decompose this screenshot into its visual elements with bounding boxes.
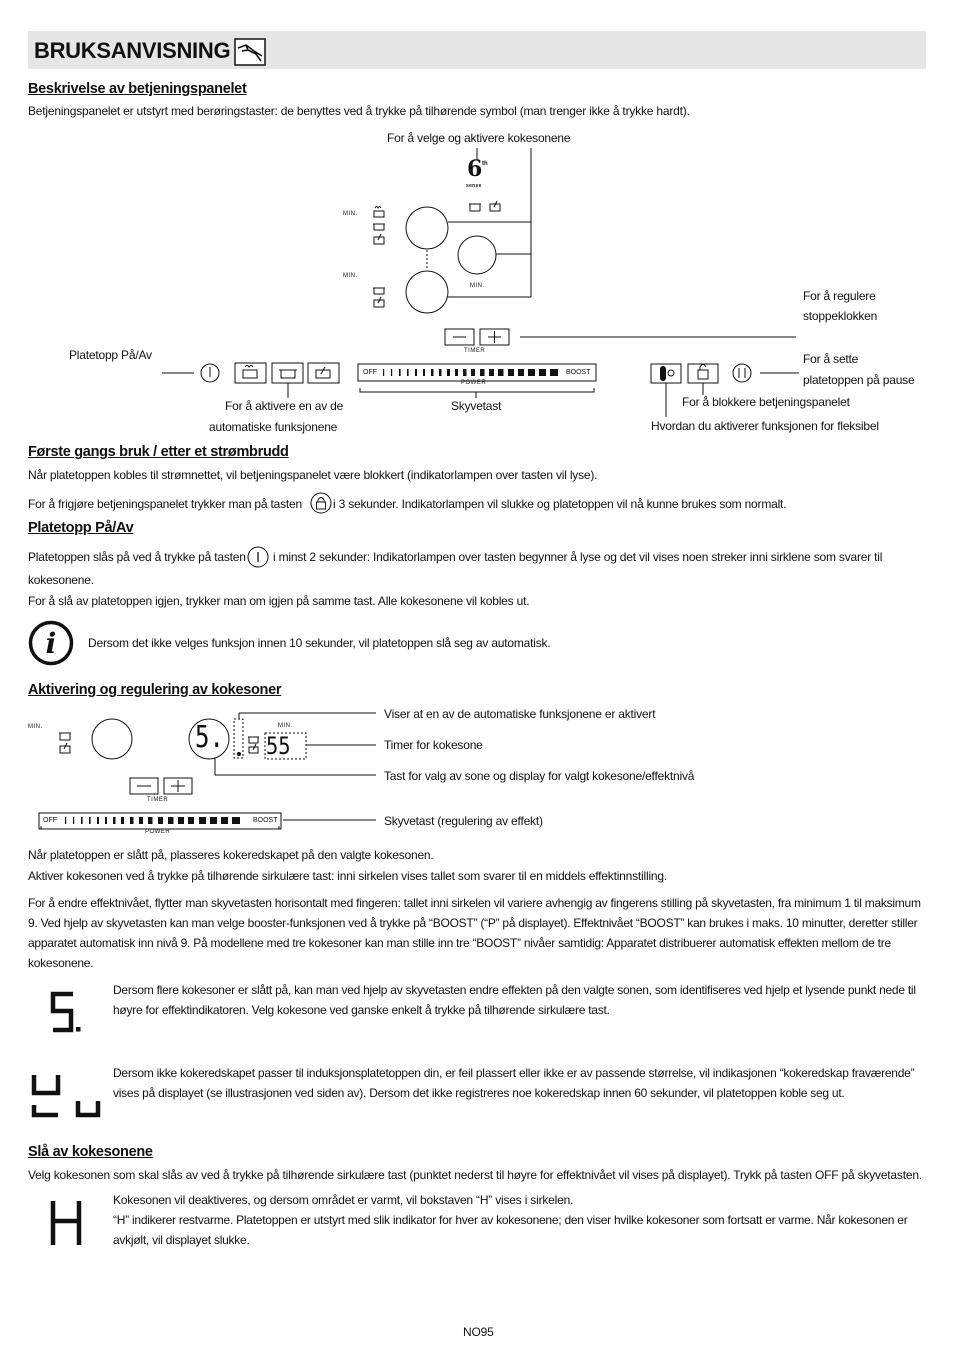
first-use-text-1: Når platetoppen kobles til strømnettet, vil betjeningspanelet være blokkert (indikatorlampen over tasten vil lyse). (28, 468, 598, 482)
switch-off-text-2: Kokesonen vil deaktiveres, og dersom området er varmt, vil bokstaven “H” vises i sirkelen. (113, 1193, 574, 1207)
section-heading-first-use: Første gangs bruk / etter et strømbrudd (28, 444, 289, 460)
callout-zone-timer: Timer for kokesone (384, 738, 483, 752)
callout-auto-1: For å aktivere en av de (225, 399, 344, 413)
callout-auto-2: automatiske funksjonene (209, 420, 338, 434)
power-slider-ticks-2 (65, 817, 240, 824)
callout-auto-active: Viser at en av de automatiske funksjonene er aktivert (384, 707, 656, 721)
callout-slider-power: Skyvetast (regulering av effekt) (384, 814, 543, 828)
multi-zone-text: Dersom flere kokesoner er slått på, kan man ved hjelp av skyvetasten endre effekten på den valgte sonen, som identifiseres ved hjelp et lysende punkt nede til høyre for effektindikatoren. Velg kokesone ved ganske enkelt å trykke på tilhørende sirkulære tast. (113, 983, 916, 1017)
switch-off-text-1: Velg kokesonen som skal slås av ved å trykke på tilhørende sirkulære tast (punktet nederst til høyre for effektnivået vil vises på displayet). Trykk på tasten OFF på skyvetasten. (28, 1168, 922, 1182)
sixth-sense-word: sense (466, 183, 482, 189)
section-heading-onoff: Platetopp På/Av (28, 520, 134, 536)
first-use-text-2a: For å frigjøre betjeningspanelet trykker man på tasten (28, 497, 303, 511)
sixth-sense-logo: 6 (467, 156, 483, 182)
timer-caption-2: TIMER (147, 797, 169, 803)
callout-flexi: Hvordan du aktiverer funksjonen for fleksibel (651, 419, 879, 433)
slider-off-label-2: OFF (43, 817, 57, 824)
level-dot-display-icon (45, 990, 85, 1036)
page-title: BRUKSANVISNING (34, 38, 231, 63)
activation-text-1: Når platetoppen er slått på, plasseres kokeredskapet på den valgte kokesonen. (28, 848, 434, 862)
onoff-text-1c: kokesonene. (28, 573, 94, 587)
activation-text-3: For å endre effektnivået, flytter man skyvetasten horisontalt med fingeren: tallet inni sirkelen vil variere avhengig av fingerens stilling på skyvetasten, fra minimum 1 til maksimum 9. Ved hjelp av skyvetasten kan man velge booster-funksjonen ved å trykke på “BOOST” (“P” på displayet). Effektnivået “BOOST” kan brukes i maks. 10 minutter, deretter stiller apparatet automatisk inn nivå 9. På modellene med tre kokesoner kan man stille inn tre “BOOST” nivåer samtidig: Apparatet distribuerer automatisk effekten mellom de tre kokesonene. (28, 896, 921, 970)
min-label-d2a: MIN. (28, 724, 43, 730)
info-note: Dersom det ikke velges funksjon innen 10 sekunder, vil platetoppen slå seg av automatisk. (88, 636, 551, 650)
onoff-text-2: For å slå av platetoppen igjen, trykker man om igjen på samme tast. Alle kokesonene vil kobles ut. (28, 594, 530, 608)
slider-off-label: OFF (363, 369, 377, 376)
section-heading-panel: Beskrivelse av betjeningspanelet (28, 81, 247, 97)
callout-zone-select: Tast for valg av sone og display for valgt kokesone/effektnivå (384, 769, 695, 783)
page-number: NO95 (463, 1325, 494, 1339)
callout-timer-1: For å regulere (803, 289, 876, 303)
min-label-zone2: MIN. (343, 273, 358, 279)
callout-lock: For å blokkere betjeningspanelet (682, 395, 850, 409)
zone-level-display: 5. (195, 720, 224, 755)
power-caption: POWER (461, 380, 487, 386)
activation-text-2: Aktiver kokesonen ved å trykke på tilhørende sirkulære tast: inni sirkelen vises tallet som svarer til en middels effektinnstilling. (28, 869, 667, 883)
callout-timer-2: stoppeklokken (803, 309, 878, 323)
zone-timer-display: 55 (266, 732, 291, 760)
callout-pause-2: platetoppen på pause (803, 373, 915, 387)
callout-pause-1: For å sette (803, 352, 859, 366)
callout-select-zones: For å velge og aktivere kokesonene (387, 131, 571, 145)
switch-off-text-3: “H” indikerer restvarme. Platetoppen er utstyrt med slik indikator for hver av kokesonene; den viser hvilke kokesoner som fortsatt er varme. Når kokesonen er avkjølt, vil displayet slukke. (113, 1213, 908, 1247)
section-heading-switch-off: Slå av kokesonene (28, 1144, 153, 1160)
section-heading-activation: Aktivering og regulering av kokesoner (28, 682, 282, 698)
min-label-zone3: MIN. (470, 283, 485, 289)
callout-slider: Skyvetast (451, 399, 502, 413)
svg-text:i: i (45, 627, 57, 660)
min-label-d2b: MIN. (278, 723, 293, 729)
first-use-text-2b: i 3 sekunder. Indikatorlampen vil slukke og platetoppen vil nå kunne brukes som normalt. (333, 497, 787, 511)
sixth-sense-suffix: th (482, 161, 488, 167)
no-pan-text: Dersom ikke kokeredskapet passer til induksjonsplatetoppen din, er feil plassert eller ikke er av passende størrelse, vil indikasjonen “kokeredskap fraværende” vises på displayet (se illustrasjonen ved siden av). Dersom det ikke registreres noe kokeredskap innen 60 sekunder, vil platetoppen koble seg ut. (113, 1066, 915, 1100)
residual-heat-h-icon (48, 1199, 84, 1247)
panel-intro-text: Betjeningspanelet er utstyrt med berøringstaster: de benyttes ved å trykke på tilhørende symbol (man trenger ikke å trykke hardt). (28, 104, 690, 118)
power-caption-2: POWER (145, 829, 171, 835)
slider-boost-label-2: BOOST (253, 817, 278, 824)
min-label-zone1: MIN. (343, 211, 358, 217)
slider-boost-label: BOOST (566, 369, 591, 376)
timer-caption: TIMER (464, 348, 486, 354)
callout-onoff: Platetopp På/Av (69, 348, 152, 362)
onoff-text-1a: Platetoppen slås på ved å trykke på tasten (28, 550, 246, 564)
onoff-text-1b: i minst 2 sekunder: Indikatorlampen over tasten begynner å lyse og det vil vises noen streker inni sirklene som svarer til (273, 550, 883, 564)
no-pan-display-icon (30, 1073, 102, 1121)
